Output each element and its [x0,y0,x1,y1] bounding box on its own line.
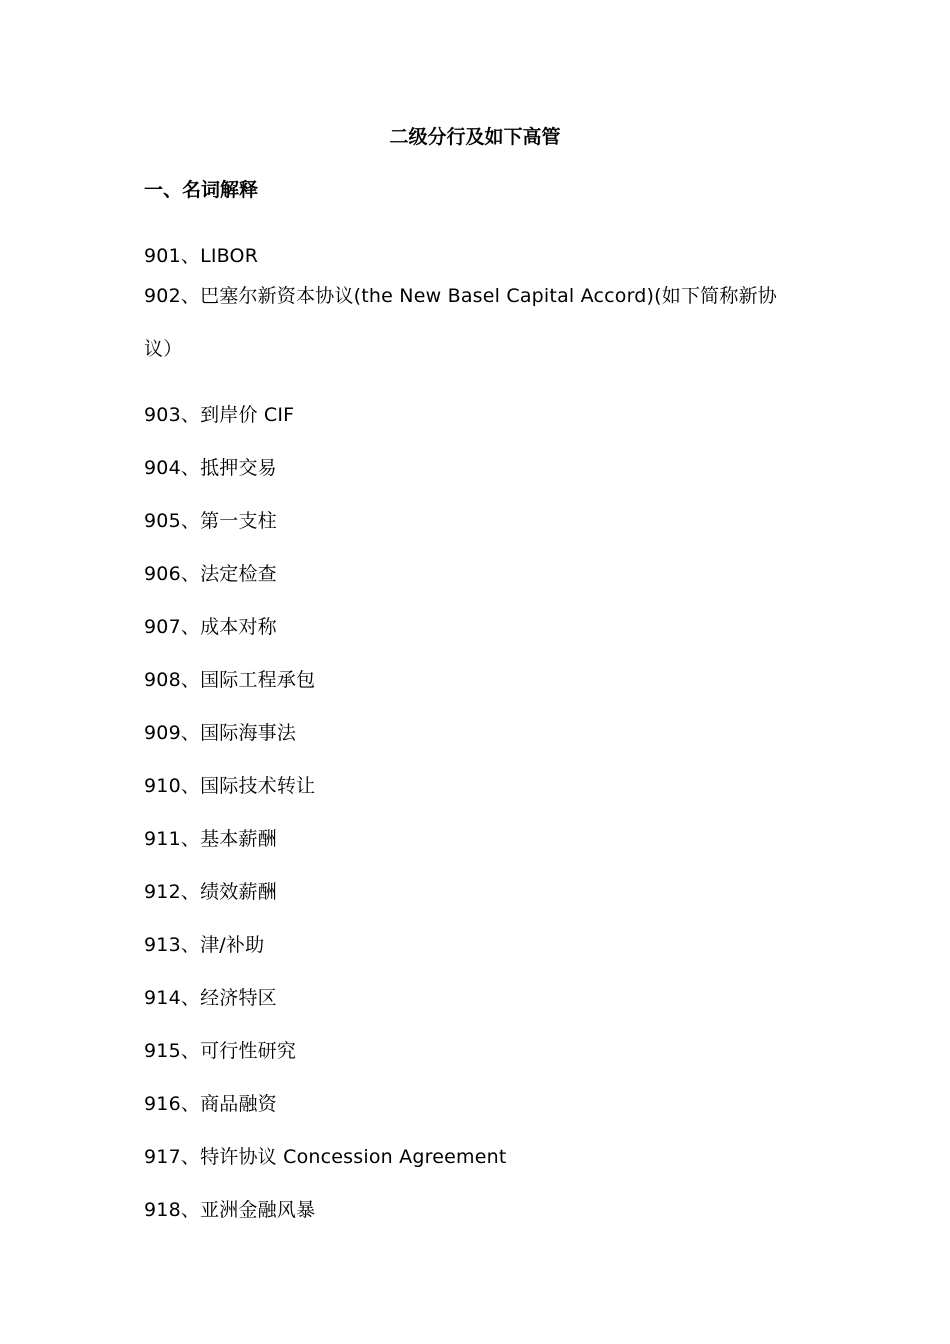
section-heading: 一、名词解释 [144,179,259,201]
term-item-902-line1: 902、巴塞尔新资本协议(the New Basel Capital Accord)(如下简称新协 [144,285,777,307]
term-item-913: 913、津/补助 [144,934,265,956]
term-item-910: 910、国际技术转让 [144,775,316,797]
term-item-906: 906、法定检查 [144,563,277,585]
term-item-908: 908、国际工程承包 [144,669,316,691]
term-item-909: 909、国际海事法 [144,722,297,744]
term-item-918: 918、亚洲金融风暴 [144,1199,316,1221]
term-item-905: 905、第一支柱 [144,510,277,532]
term-list [144,230,812,1237]
term-item-912: 912、绩效薪酬 [144,881,277,903]
term-item-915: 915、可行性研究 [144,1040,297,1062]
term-item-911: 911、基本薪酬 [144,828,277,850]
term-item-917: 917、特许协议 Concession Agreement [144,1146,507,1168]
term-item-901: 901、LIBOR [144,245,259,267]
term-item-916: 916、商品融资 [144,1093,277,1115]
term-item-903: 903、到岸价 CIF [144,404,295,426]
term-item-907: 907、成本对称 [144,616,277,638]
term-item-904: 904、抵押交易 [144,457,277,479]
term-item-902-line2: 议） [144,338,183,360]
term-item-914: 914、经济特区 [144,987,277,1009]
term-item-902 [144,283,812,389]
document-title: 二级分行及如下高管 [389,126,561,148]
